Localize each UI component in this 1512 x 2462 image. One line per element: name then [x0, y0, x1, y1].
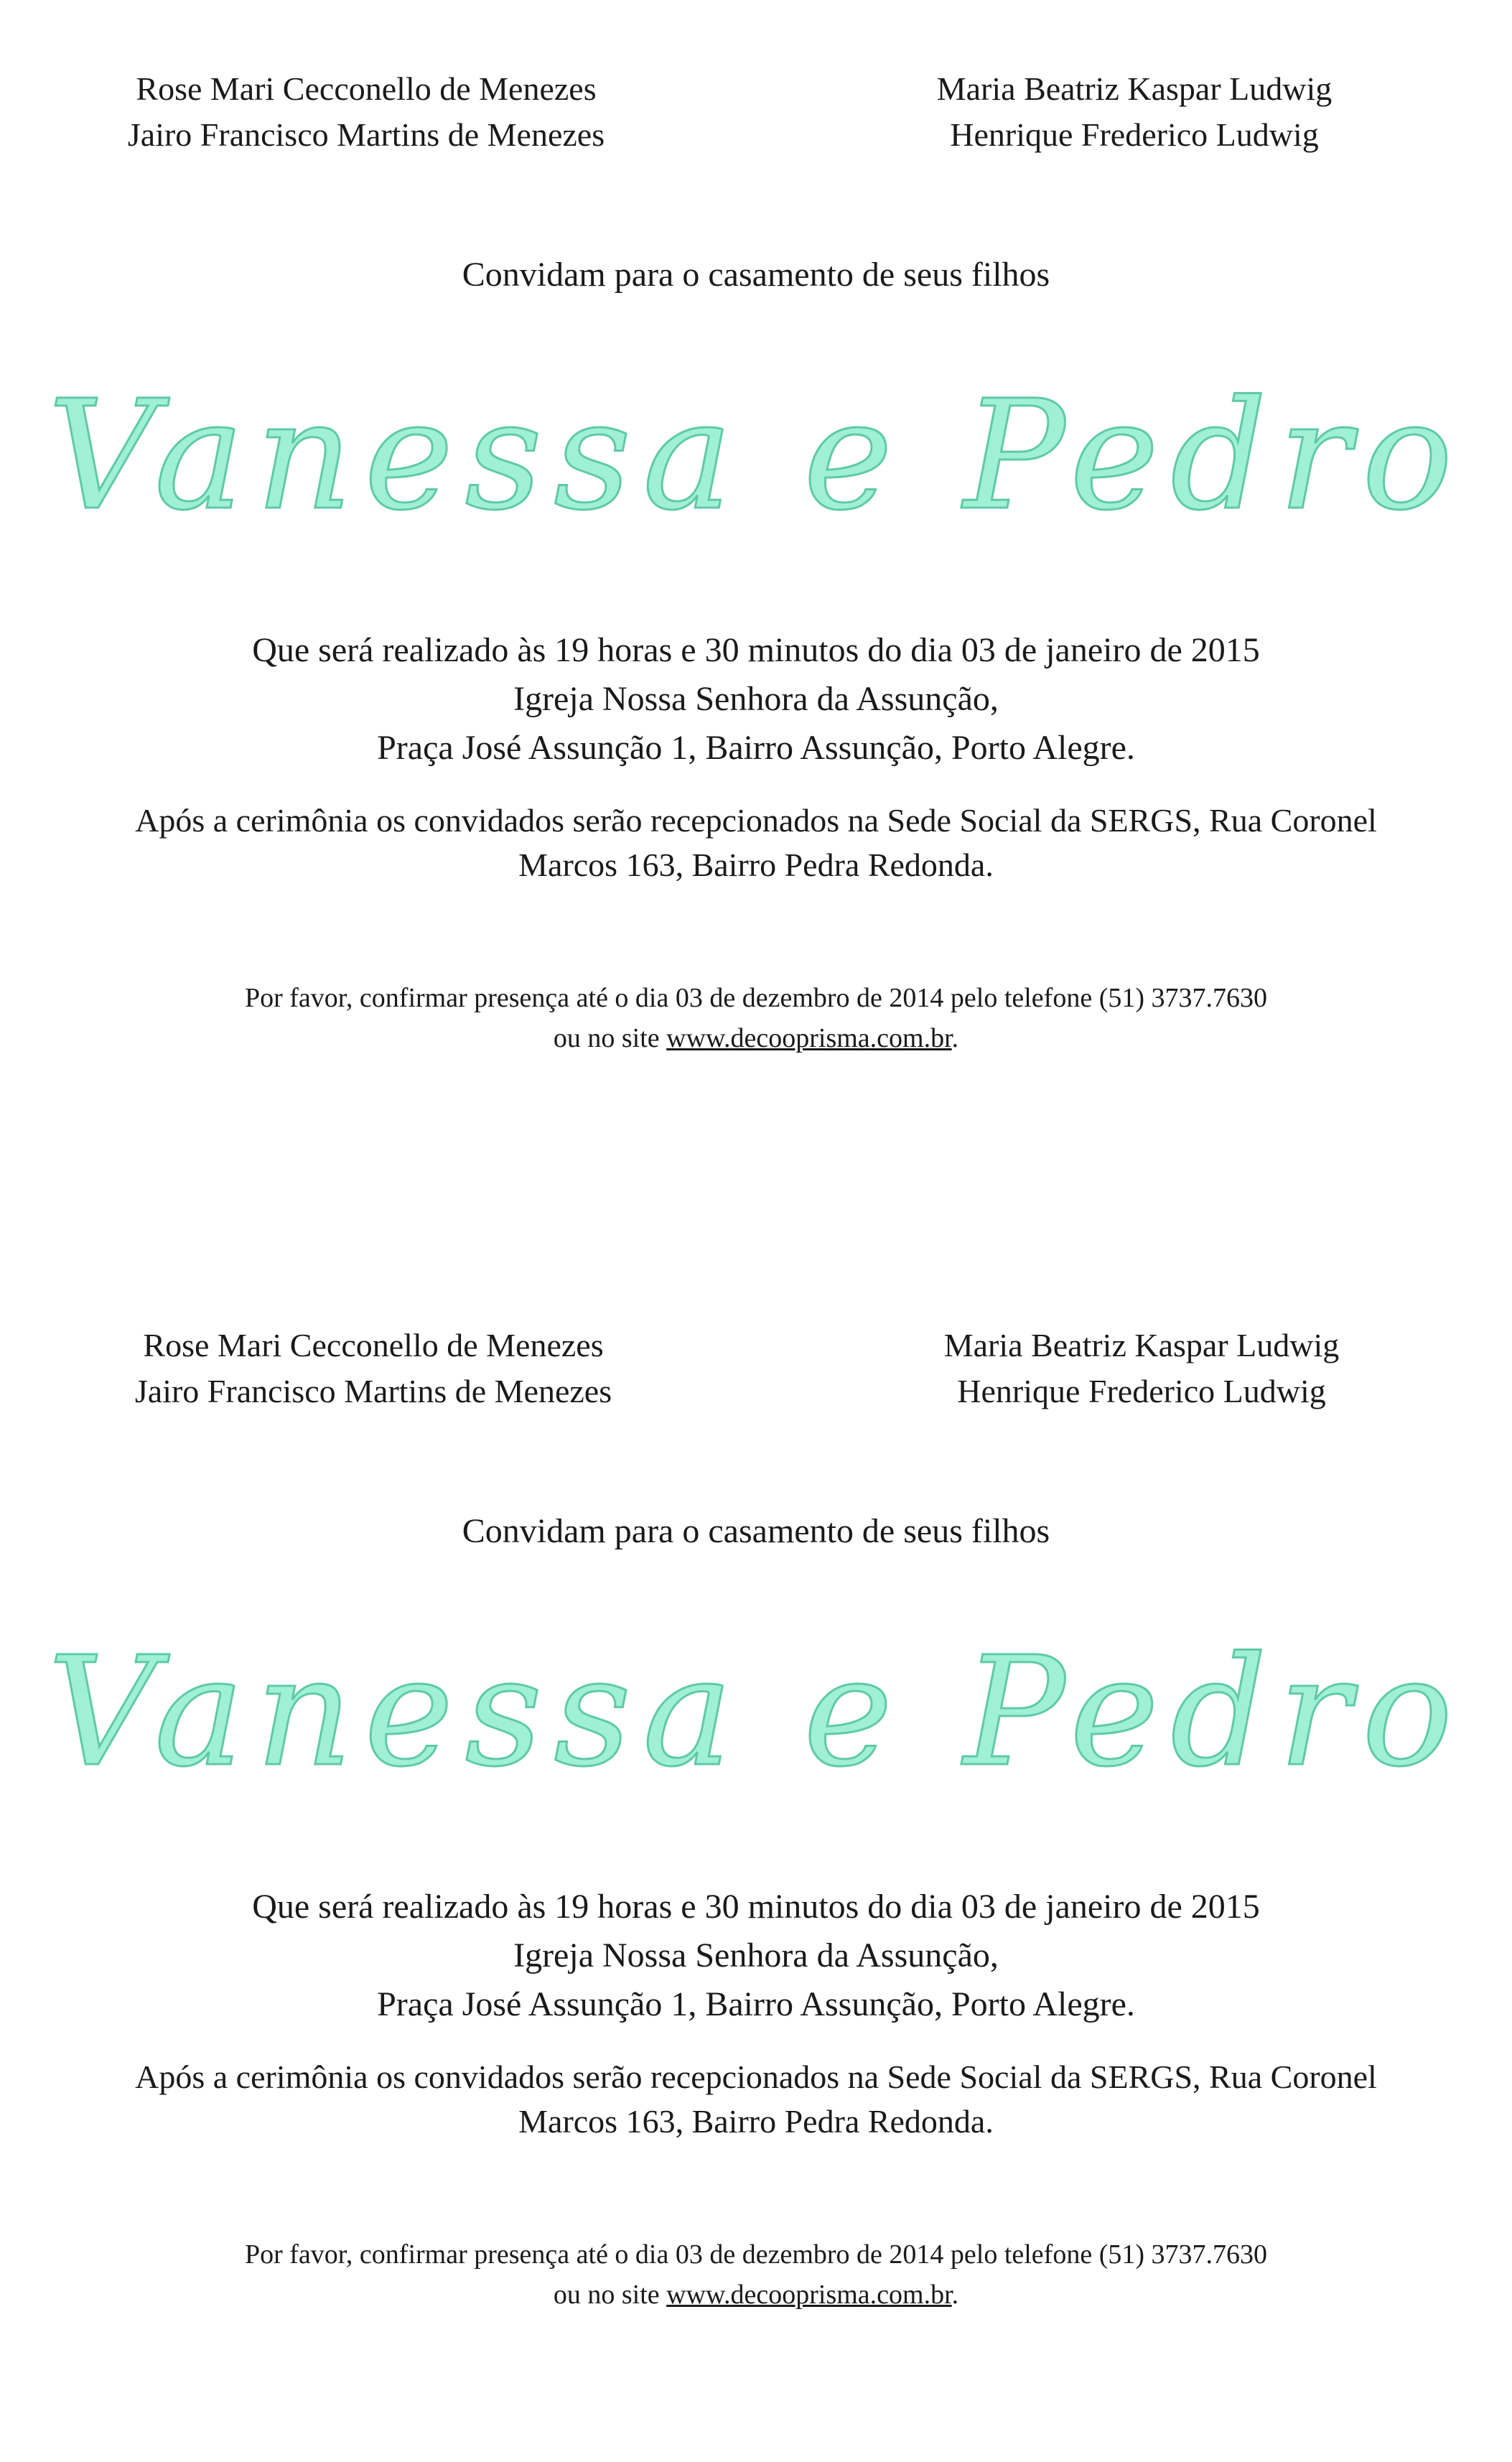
rsvp-site-line [0, 1018, 1512, 1058]
rsvp-prefix: ou no site [553, 2280, 667, 2310]
bride-parents [50, 66, 682, 158]
rsvp-site-link[interactable]: www.decooprisma.com.br [666, 1023, 952, 1053]
bride-parents [57, 1323, 689, 1414]
reception-line: Marcos 163, Bairro Pedra Redonda. [518, 847, 994, 883]
reception-info [0, 2055, 1512, 2144]
ceremony-details [0, 626, 1512, 773]
parent-name: Maria Beatriz Kaspar Ludwig [936, 70, 1333, 107]
rsvp-suffix: . [951, 2280, 959, 2310]
parent-name: Rose Mari Cecconello de Menezes [136, 70, 597, 107]
invitation-card [0, 0, 1512, 1206]
couple-names: Vanessa e Pedro [47, 1624, 1465, 1800]
groom-parents [818, 66, 1450, 158]
groom-parents [826, 1323, 1457, 1414]
invitation-card [0, 1256, 1512, 2462]
ceremony-details [0, 1883, 1512, 2029]
ceremony-time: Que será realizado às 19 horas e 30 minutos do dia 03 de janeiro de 2015 [252, 631, 1260, 669]
ceremony-time: Que será realizado às 19 horas e 30 minutos do dia 03 de janeiro de 2015 [252, 1888, 1260, 1926]
ceremony-address: Praça José Assunção 1, Bairro Assunção, Porto Alegre. [377, 1985, 1135, 2023]
reception-line: Após a cerimônia os convidados serão recepcionados na Sede Social da SERGS, Rua Coronel [135, 802, 1377, 839]
ceremony-address: Praça José Assunção 1, Bairro Assunção, Porto Alegre. [377, 729, 1135, 767]
ceremony-venue: Igreja Nossa Senhora da Assunção, [513, 680, 999, 718]
parent-name: Henrique Frederico Ludwig [950, 116, 1319, 153]
reception-info [0, 798, 1512, 887]
couple-names: Vanessa e Pedro [47, 368, 1465, 544]
invite-line: Convidam para o casamento de seus filhos [462, 1512, 1050, 1550]
rsvp-line: Por favor, confirmar presença até o dia 03 de dezembro de 2014 pelo telefone (51) 3737.7630 [244, 983, 1268, 1013]
parent-name: Jairo Francisco Martins de Menezes [127, 116, 605, 153]
rsvp-info [0, 978, 1512, 1058]
reception-line: Após a cerimônia os convidados serão recepcionados na Sede Social da SERGS, Rua Coronel [135, 2058, 1377, 2095]
rsvp-site-line [0, 2275, 1512, 2315]
ceremony-venue: Igreja Nossa Senhora da Assunção, [513, 1936, 999, 1974]
invite-line: Convidam para o casamento de seus filhos [462, 256, 1050, 294]
parent-name: Jairo Francisco Martins de Menezes [134, 1373, 612, 1409]
reception-line: Marcos 163, Bairro Pedra Redonda. [518, 2103, 994, 2140]
rsvp-info [0, 2234, 1512, 2315]
parent-name: Maria Beatriz Kaspar Ludwig [943, 1327, 1340, 1363]
rsvp-line: Por favor, confirmar presença até o dia 03 de dezembro de 2014 pelo telefone (51) 3737.7630 [244, 2239, 1268, 2270]
rsvp-prefix: ou no site [553, 1023, 667, 1053]
parent-name: Rose Mari Cecconello de Menezes [143, 1327, 604, 1363]
parent-name: Henrique Frederico Ludwig [957, 1373, 1326, 1409]
rsvp-suffix: . [951, 1023, 959, 1053]
rsvp-site-link[interactable]: www.decooprisma.com.br [666, 2280, 952, 2310]
